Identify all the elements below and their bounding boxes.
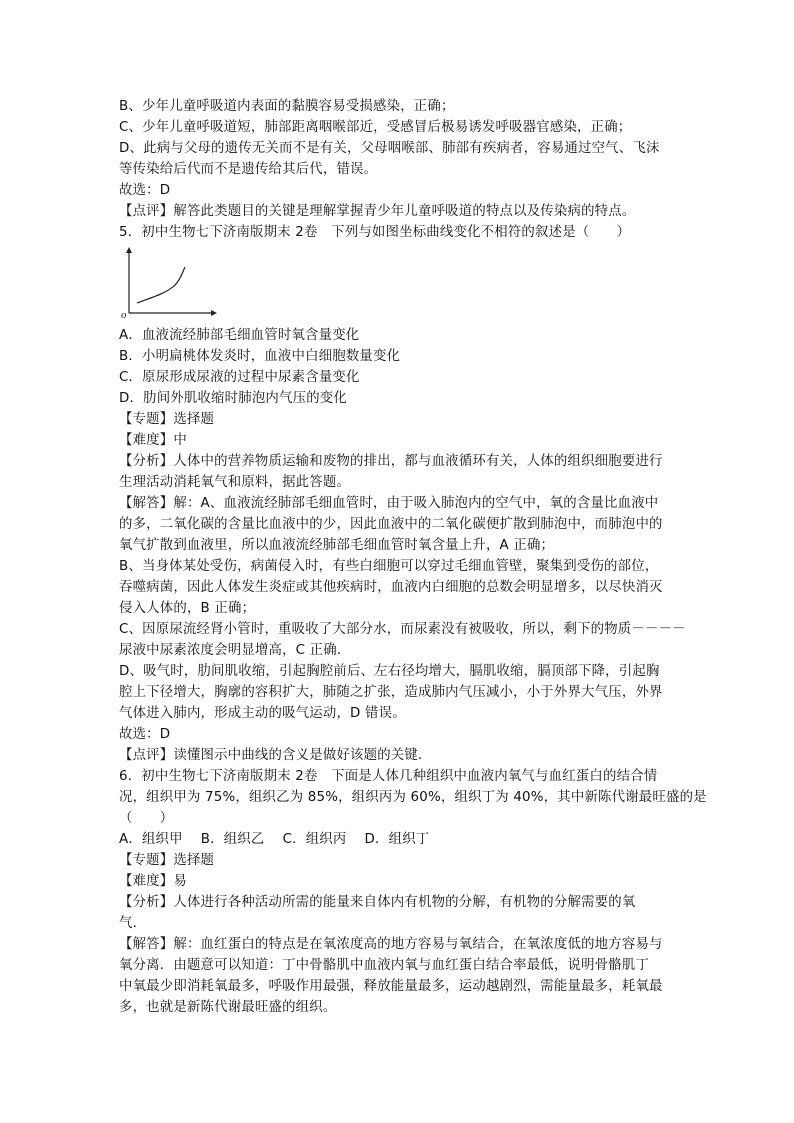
text-line: 【难度】中 bbox=[119, 433, 187, 448]
x-axis-arrow bbox=[211, 310, 217, 316]
text-line: 【难度】易 bbox=[119, 874, 187, 889]
text-line: 【解答】解：A、血液流经肺部毛细血管时，由于吸入肺泡内的空气中，氧的含量比血液中 bbox=[119, 496, 659, 511]
text-line: D、此病与父母的遗传无关而不是有关，父母咽喉部、肺部有疾病者，容易通过空气、飞沫 bbox=[119, 141, 660, 156]
text-line: B、当身体某处受伤，病菌侵入时，有些白细胞可以穿过毛细血管壁，聚集到受伤的部位， bbox=[119, 559, 659, 574]
text-line: 气． bbox=[119, 916, 147, 931]
y-axis-arrow bbox=[126, 247, 132, 253]
origin-label: o bbox=[121, 309, 127, 319]
text-line: 【专题】选择题 bbox=[119, 412, 215, 427]
text-line: 吞噬病菌，因此人体发生炎症或其他疾病时，血液内白细胞的总数会明显增多，以尽快消灭 bbox=[119, 580, 663, 595]
text-line: 腔上下径增大，胸廓的容积扩大，肺随之扩张，造成肺内气压减小，小于外界大气压，外界 bbox=[119, 685, 663, 700]
text-line: 氧气扩散到血液里，所以血液流经肺部毛细血管时氧含量上升，A 正确； bbox=[119, 538, 555, 553]
text-line: （ ） bbox=[119, 811, 174, 826]
text-line: 氧分离．由题意可以知道：丁中骨骼肌中血液内氧与血红蛋白结合率最低，说明骨骼肌丁 bbox=[119, 958, 650, 973]
text-line: 的多，二氧化碳的含量比血液中的少，因此血液中的二氧化碳便扩散到肺泡中，而肺泡中的 bbox=[119, 517, 663, 532]
option-b: B．小明扁桃体发炎时，血液中白细胞数量变化 bbox=[119, 349, 401, 364]
question-6-options: A．组织甲 B．组织乙 C．组织丙 D．组织丁 bbox=[119, 832, 430, 847]
text-line: 生理活动消耗氧气和原料，据此答题。 bbox=[119, 475, 351, 490]
text-line: 气体进入肺内，形成主动的吸气运动，D 错误。 bbox=[119, 706, 406, 721]
option-d: D．肋间外肌收缩时肺泡内气压的变化 bbox=[119, 391, 347, 406]
text-line: 等传染给后代而不是遗传给其后代，错误。 bbox=[119, 162, 378, 177]
question-6-stem: 6．初中生物七下济南版期末 2卷 下面是人体几种组织中血液内氧气与血红蛋白的结合情 bbox=[119, 769, 658, 784]
text-line: B、少年儿童呼吸道内表面的黏膜容易受损感染，正确； bbox=[119, 99, 455, 114]
text-line: 【点评】读懂图示中曲线的含义是做好该题的关键． bbox=[119, 748, 432, 763]
text-line: 【点评】解答此类题目的关键是理解掌握青少年儿童呼吸道的特点以及传染病的特点。 bbox=[119, 204, 636, 219]
text-line: 况，组织甲为 75%，组织乙为 85%，组织丙为 60%，组织丁为 40%，其中新陈代谢最旺盛的是 bbox=[119, 790, 707, 805]
text-line: 故选：D bbox=[119, 727, 171, 742]
coordinate-curve-figure bbox=[119, 247, 219, 319]
text-line: 【分析】人体进行各种活动所需的能量来自体内有机物的分解，有机物的分解需要的氧 bbox=[119, 895, 636, 910]
text-line: 【专题】选择题 bbox=[119, 853, 215, 868]
text-line: 中氧最少即消耗氧最多，呼吸作用最强，释放能量最多，运动越剧烈，需能量最多，耗氧最 bbox=[119, 979, 663, 994]
text-line: C、少年儿童呼吸道短，肺部距离咽喉部近，受感冒后极易诱发呼吸器官感染，正确； bbox=[119, 120, 632, 135]
text-line: D、吸气时，肋间肌收缩，引起胸腔前后、左右径均增大，膈肌收缩，膈顶部下降，引起胸 bbox=[119, 664, 660, 679]
option-a: A．血液流经肺部毛细血管时氧含量变化 bbox=[119, 328, 360, 343]
text-line: C、因原尿流经肾小管时，重吸收了大部分水，而尿素没有被吸收，所以，剩下的物质－－－－ bbox=[119, 622, 686, 637]
text-line: 故选：D bbox=[119, 183, 171, 198]
rising-curve bbox=[137, 267, 185, 303]
option-c: C．原尿形成尿液的过程中尿素含量变化 bbox=[119, 370, 360, 385]
question-5-stem: 5．初中生物七下济南版期末 2卷 下列与如图坐标曲线变化不相符的叙述是（ ） bbox=[119, 225, 631, 240]
text-line: 【分析】人体中的营养物质运输和废物的排出，都与血液循环有关，人体的组织细胞要进行 bbox=[119, 454, 663, 469]
text-line: 侵入人体的，B 正确； bbox=[119, 601, 256, 616]
text-line: 【解答】解：血红蛋白的特点是在氧浓度高的地方容易与氧结合，在氧浓度低的地方容易与 bbox=[119, 937, 663, 952]
text-line: 尿液中尿素浓度会明显增高，C 正确． bbox=[119, 643, 351, 658]
text-line: 多，也就是新陈代谢最旺盛的组织。 bbox=[119, 1000, 337, 1015]
